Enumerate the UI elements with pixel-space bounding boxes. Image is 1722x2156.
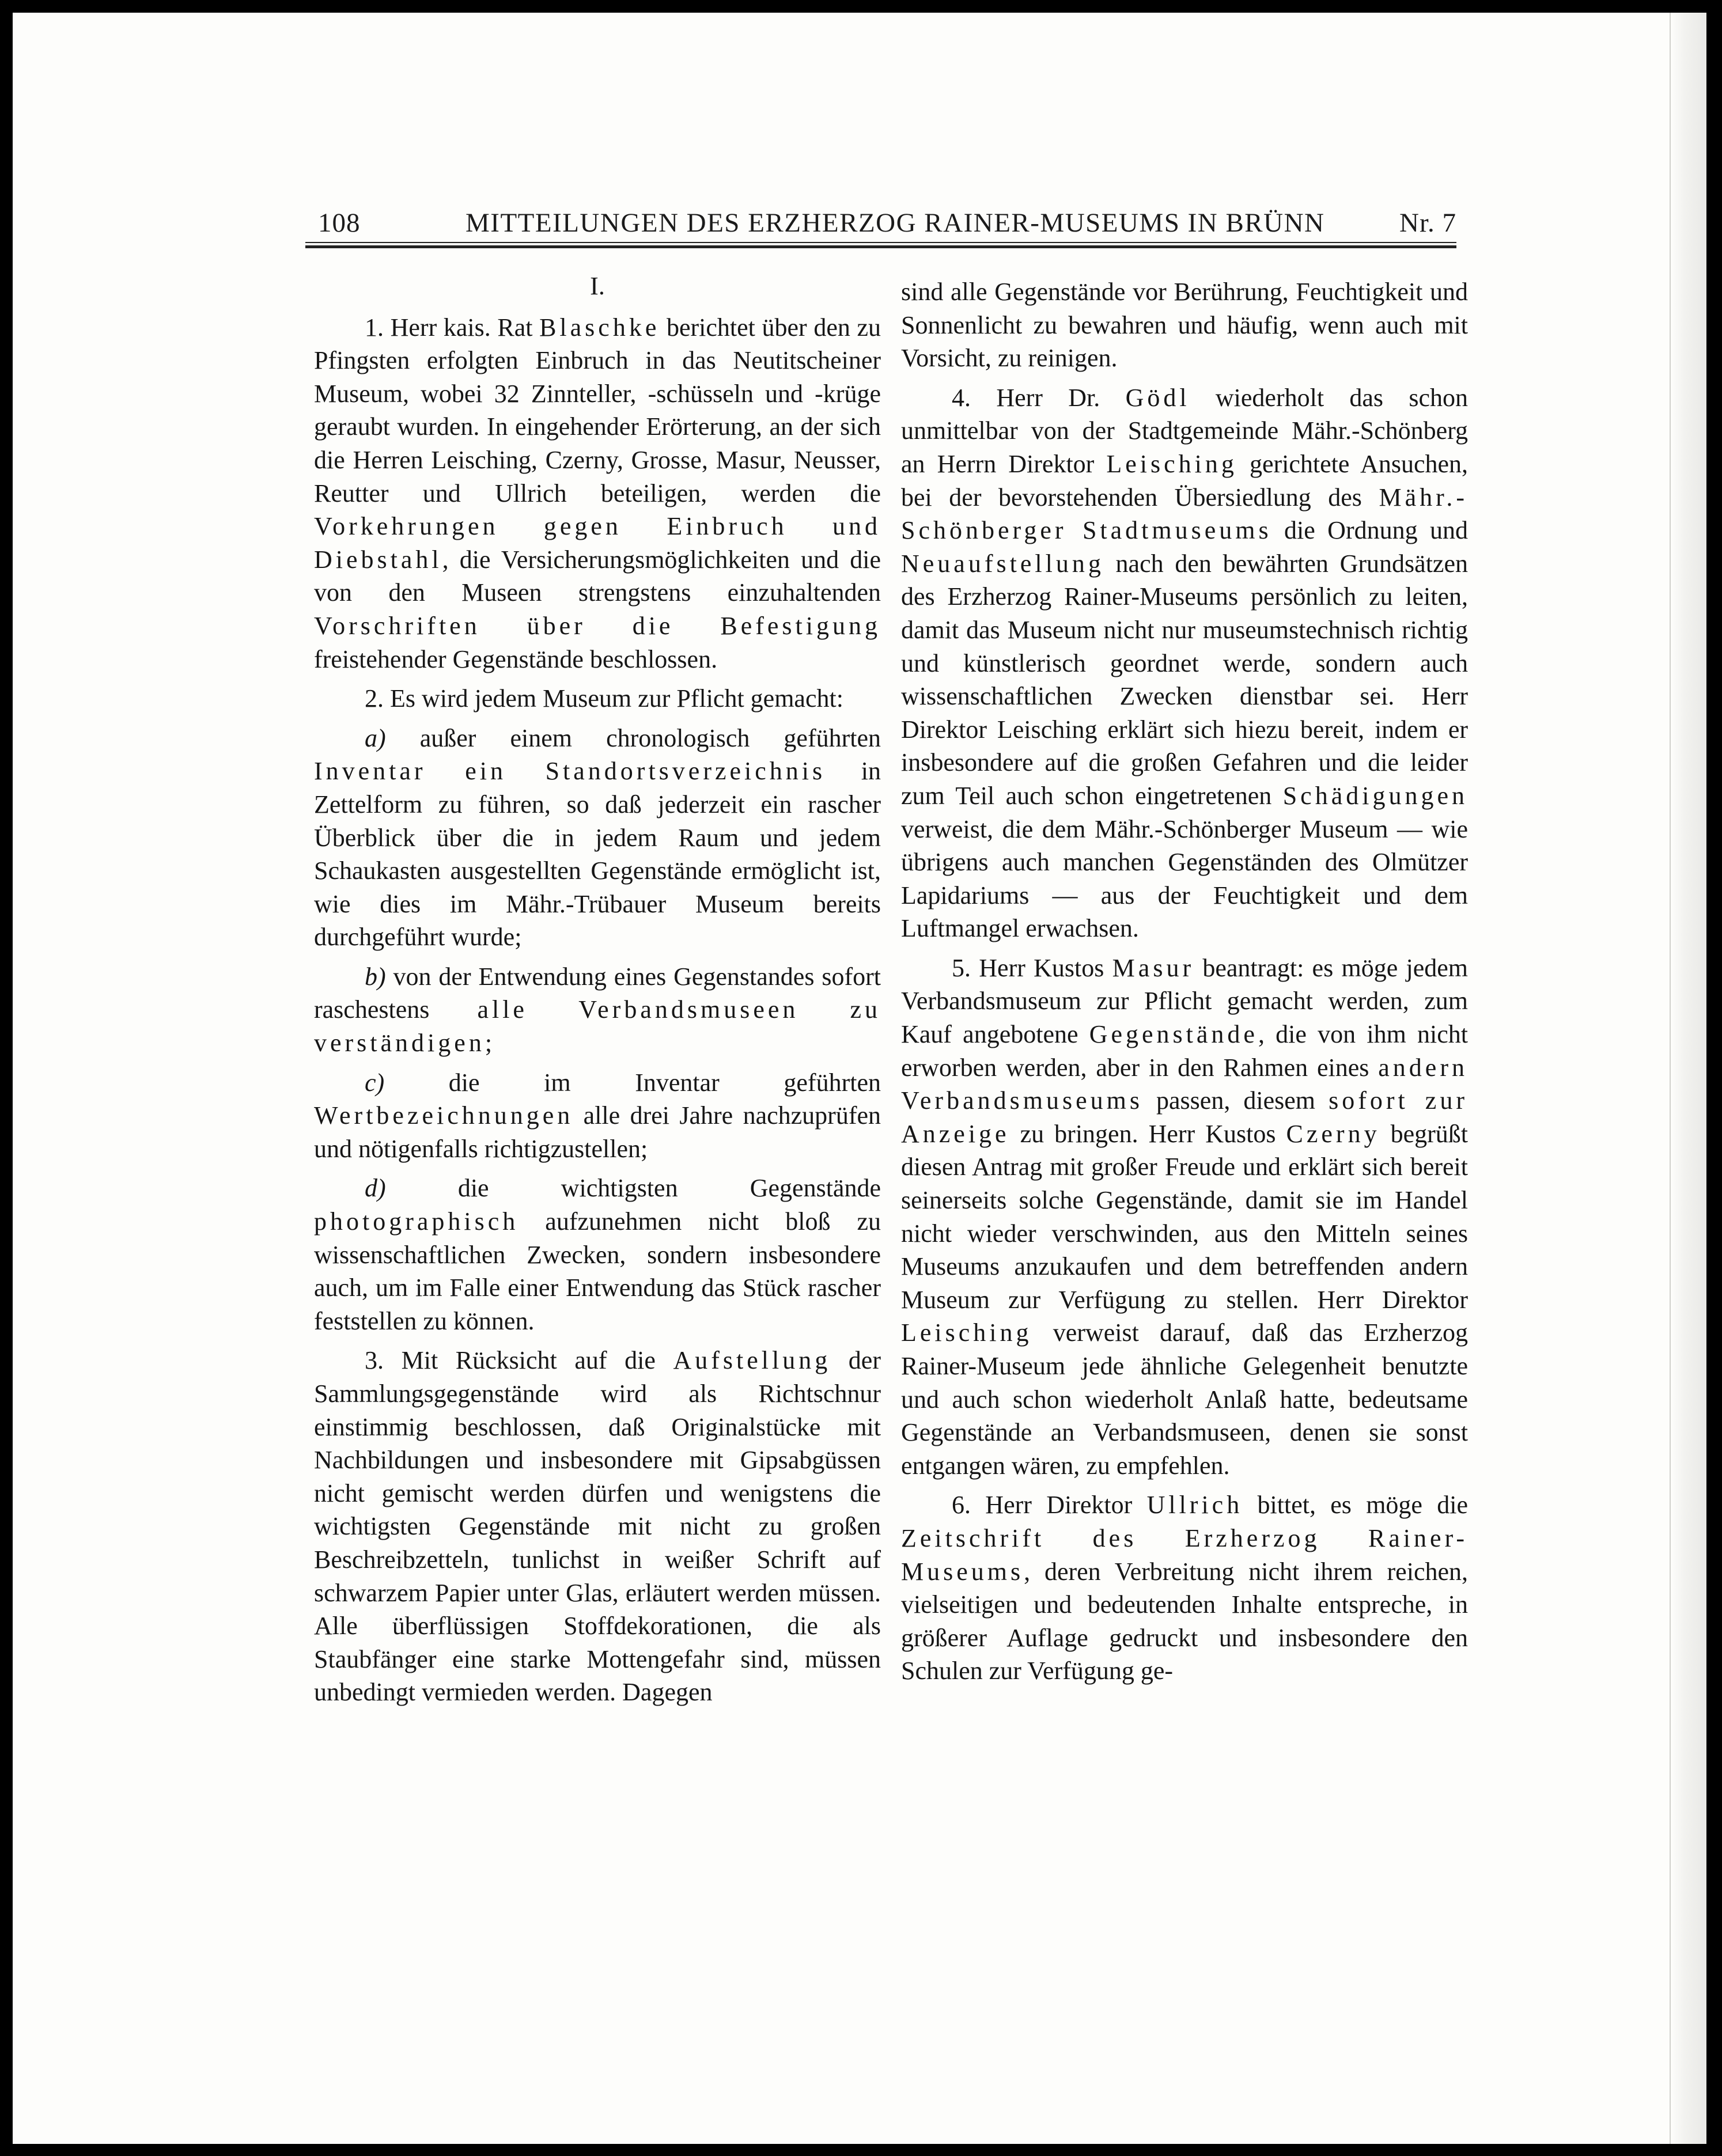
section-number: I. xyxy=(590,272,605,300)
paragraph-2a: a) außer einem chronologisch geführten Inventar ein Standortsverzeichnis in Zettelform zu führen, so daß jederzeit ein rascher Überblick über die in jedem Raum und jedem Schaukasten ausgestellten Gegenstände ermöglicht ist, wie dies im Mähr.-Trübauer Museum bereits durchgeführt wurde; xyxy=(314,723,881,952)
paragraph-3-continued: sind alle Gegenstände vor Berührung, Feuchtigkeit und Sonnenlicht zu bewahren und häufig, wenn auch mit Vorsicht, zu reinigen. xyxy=(901,278,1468,373)
right-column xyxy=(901,275,1468,1900)
paragraph-3: 3. Mit Rücksicht auf die Aufstellung der Sammlungsgegenstände wird als Richtschnur einstimmig beschlossen, daß Originalstücke mit Nachbildungen und insbesondere mit Gipsabgüssen nicht gemischt werden dürfen und wenigstens die wichtigsten Gegenstände mit nicht zu großen Beschreibzetteln, tunlichst in weißer Schrift auf schwarzem Papier unter Glas, erläutert werden müssen. Alle überflüssigen Stoffdekorationen, die als Staubfänger eine starke Mottengefahr sind, müssen unbedingt vermieden werden. Dagegen xyxy=(314,1346,881,1707)
paragraph-6: 6. Herr Direktor Ullrich bittet, es möge die Zeitschrift des Erzherzog Rainer-Museums, deren Verbreitung nicht ihrem reichen, vielseitigen und bedeutenden Inhalte entspreche, in größerer Auflage gedruckt und insbesondere den Schulen zur Verfügung ge- xyxy=(901,1491,1469,1685)
header-rule xyxy=(305,242,1456,248)
paragraph-2d: d) die wichtigsten Gegenstände photographisch aufzunehmen nicht bloß zu wissenschaftlichen Zwecken, sondern insbesondere auch, um im Falle einer Entwendung das Stück rascher feststellen zu können. xyxy=(314,1174,881,1335)
issue-number: Nr. 7 xyxy=(1399,208,1456,238)
left-column xyxy=(314,270,881,1894)
scan-edge xyxy=(1670,13,1706,2144)
journal-title: MITTEILUNGEN DES ERZHERZOG RAINER-MUSEUMS IN BRÜNN xyxy=(465,208,1325,238)
paragraph-2c: c) die im Inventar geführten Wertbezeichnungen alle drei Jahre nachzuprüfen und nötigenfalls richtigzustellen; xyxy=(314,1068,881,1163)
paragraph-2: 2. Es wird jedem Museum zur Pflicht gemacht: xyxy=(365,684,843,713)
page-number: 108 xyxy=(318,208,361,238)
paragraph-2b: b) von der Entwendung eines Gegenstandes sofort raschestens alle Verbandsmuseen zu verständigen; xyxy=(314,962,881,1058)
paragraph-1: 1. Herr kais. Rat Blaschke berichtet über den zu Pfingsten erfolgten Einbruch in das Neutitscheiner Museum, wobei 32 Zinnteller, -schüsseln und -krüge geraubt wurden. In eingehender Erörterung, an der sich die Herren Leisching, Czerny, Grosse, Masur, Neusser, Reutter und Ullrich beteiligen, werden die Vorkehrungen gegen Einbruch und Diebstahl, die Versicherungsmöglichkeiten und die von den Museen strengstens einzuhaltenden Vorschriften über die Befestigung freistehender Gegenstände beschlossen. xyxy=(314,313,881,673)
paragraph-4: 4. Herr Dr. Gödl wiederholt das schon unmittelbar von der Stadtgemeinde Mähr.-Schönberg an Herrn Direktor Leisching gerichtete Ansuchen, bei der bevorstehenden Übersiedlung des Mähr.-Schönberger Stadtmuseums die Ordnung und Neuaufstellung nach den bewährten Grundsätzen des Erzherzog Rainer-Museums persönlich zu leiten, damit das Museum nicht nur museumstechnisch richtig und künstlerisch geordnet werde, sondern auch wissenschaftlichen Zwecken dienstbar sei. Herr Direktor Leisching erklärt sich hiezu bereit, indem er insbesondere auf die großen Gefahren und die leider zum Teil auch schon eingetretenen Schädigungen verweist, die dem Mähr.-Schönberger Museum — wie übrigens auch manchen Gegenständen des Olmützer Lapidariums — aus der Feuchtigkeit und dem Luftmangel erwachsen. xyxy=(901,383,1469,943)
paragraph-5: 5. Herr Kustos Masur beantragt: es möge jedem Verbandsmuseum zur Pflicht gemacht werden, zum Kauf angebotene Gegenstände, die von ihm nicht erworben werden, aber in den Rahmen eines andern Verbandsmuseums passen, diesem sofort zur Anzeige zu bringen. Herr Kustos Czerny begrüßt diesen Antrag mit großer Freude und erklärt sich bereit seinerseits solche Gegenstände, damit sie im Handel nicht wieder verschwinden, aus den Mitteln seines Museums anzukaufen und dem betreffenden andern Museum zur Verfügung zu stellen. Herr Direktor Leisching verweist darauf, daß das Erzherzog Rainer-Museum jede ähnliche Gelegenheit benutzte und auch schon wiederholt Anlaß hatte, bedeutsame Gegenstände an Verbandsmuseen, denen sie sonst entgangen wären, zu empfehlen. xyxy=(901,953,1469,1480)
